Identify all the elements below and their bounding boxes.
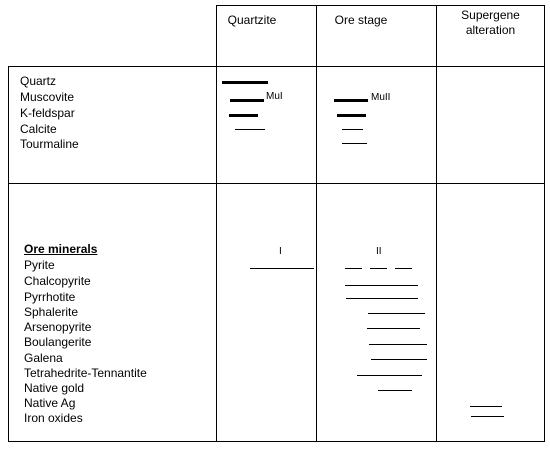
table-left-border	[8, 66, 9, 442]
mineral-label-tetrahedrite-tennantite: Tetrahedrite-Tennantite	[24, 366, 147, 380]
mineral-label-muscovite: Muscovite	[20, 90, 75, 104]
bar-pyrite-ore-stage-dash-3	[395, 268, 412, 269]
header-quartzite: Quartzite	[227, 13, 277, 27]
bar-arsenopyrite-ore-stage	[367, 328, 420, 329]
mineral-label-chalcopyrite: Chalcopyrite	[24, 274, 91, 288]
bar-k-feldspar-quartzite	[229, 114, 258, 117]
table-col-divider-1	[216, 5, 217, 442]
annotation-mu1: MuI	[266, 91, 283, 102]
bar-k-feldspar-ore-stage	[337, 114, 366, 117]
bar-quartz-quartzite	[222, 81, 268, 84]
bar-native-gold-ore-stage	[378, 390, 412, 391]
bar-pyrite-ore-stage-dash-1	[345, 268, 362, 269]
bar-boulangerite-ore-stage	[369, 344, 427, 345]
bar-iron-oxides-supergene-1	[470, 406, 502, 407]
table-top-border	[216, 5, 545, 6]
header-supergene-line2: alteration	[465, 23, 516, 37]
mineral-label-boulangerite: Boulangerite	[24, 335, 92, 349]
mineral-label-pyrite: Pyrite	[24, 258, 55, 272]
table-bottom-border	[8, 441, 545, 442]
table-col-divider-3	[436, 5, 437, 442]
bar-muscovite-quartzite	[230, 99, 264, 102]
bar-chalcopyrite-ore-stage	[345, 285, 418, 286]
bar-pyrite-quartzite	[250, 268, 314, 269]
bar-muscovite-ore-stage	[334, 99, 368, 102]
bar-calcite-quartzite	[235, 129, 265, 130]
mineral-label-calcite: Calcite	[20, 122, 57, 136]
ore-minerals-heading: Ore minerals	[24, 242, 98, 256]
mineral-label-sphalerite: Sphalerite	[24, 305, 79, 319]
bar-pyrrhotite-ore-stage	[346, 298, 418, 299]
table-col-divider-2	[316, 5, 317, 442]
table-right-border	[544, 5, 545, 442]
mineral-label-arsenopyrite: Arsenopyrite	[24, 320, 92, 334]
mineral-label-native-gold: Native gold	[24, 381, 85, 395]
header-supergene-line1: Supergene	[461, 8, 520, 22]
bar-tetrahedrite-tennantite-ore-stage	[357, 375, 422, 376]
table-header-bottom-border	[8, 66, 545, 67]
mineral-label-iron-oxides: Iron oxides	[24, 411, 83, 425]
bar-calcite-ore-stage	[342, 129, 363, 130]
bar-tourmaline-ore-stage	[342, 143, 367, 144]
mineral-label-tourmaline: Tourmaline	[20, 137, 79, 151]
stage-marker-2: II	[376, 246, 382, 257]
mineral-label-quartz: Quartz	[20, 74, 57, 88]
bar-galena-ore-stage	[371, 359, 427, 360]
stage-marker-1: I	[279, 246, 282, 257]
table-section-divider	[8, 183, 545, 184]
bar-sphalerite-ore-stage	[368, 313, 425, 314]
mineral-label-k-feldspar: K-feldspar	[20, 106, 75, 120]
annotation-mu2: MuII	[371, 92, 391, 103]
mineral-label-pyrrhotite: Pyrrhotite	[24, 290, 76, 304]
bar-iron-oxides-supergene-2	[471, 416, 504, 417]
mineral-label-native-ag: Native Ag	[24, 396, 76, 410]
mineral-label-galena: Galena	[24, 351, 63, 365]
header-ore-stage: Ore stage	[334, 13, 388, 27]
bar-pyrite-ore-stage-dash-2	[370, 268, 387, 269]
